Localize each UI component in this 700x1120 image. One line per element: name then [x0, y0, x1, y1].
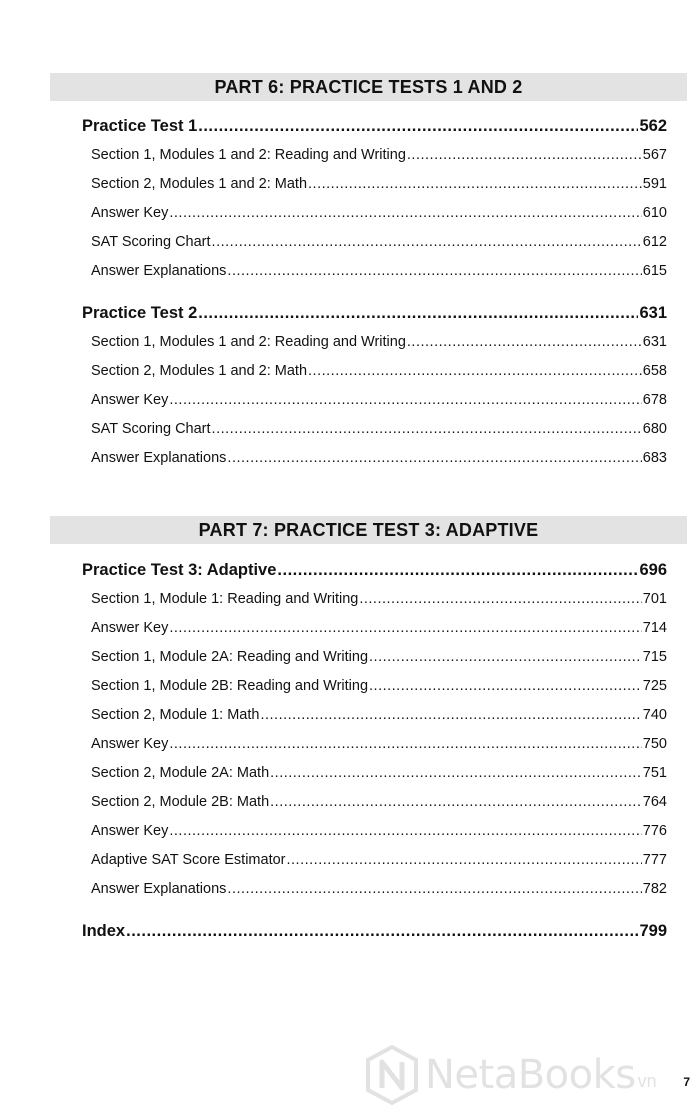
toc-subentry[interactable]: [82, 234, 667, 263]
toc-part-7: [82, 561, 667, 952]
toc-subentry[interactable]: [82, 205, 667, 234]
spacer: [82, 910, 667, 922]
toc-subentry-title: Section 1, Module 2B: Reading and Writing: [91, 678, 369, 694]
toc-subentry-title: SAT Scoring Chart: [91, 234, 211, 250]
leader-dots: [407, 334, 642, 350]
toc-subentry[interactable]: [82, 176, 667, 205]
toc-entry-page: 631: [639, 304, 667, 322]
leader-dots: [287, 852, 642, 868]
toc-subentry-page: 680: [642, 421, 667, 437]
toc-subentry-title: Answer Key: [91, 823, 169, 839]
leader-dots: [126, 922, 638, 941]
leader-dots: [169, 823, 641, 839]
watermark-text: NetaBooks: [425, 1052, 636, 1098]
toc-subentry-title: Section 2, Module 1: Math: [91, 707, 260, 723]
spacer: [82, 292, 667, 304]
leader-dots: [227, 881, 641, 897]
toc-subentry-title: Section 1, Module 2A: Reading and Writing: [91, 649, 369, 665]
toc-subentry-title: Answer Key: [91, 205, 169, 221]
toc-subentry-page: 777: [642, 852, 667, 868]
leader-dots: [227, 263, 641, 279]
leader-dots: [169, 392, 641, 408]
toc-entry-page: 799: [639, 922, 667, 940]
toc-subentry-page: 658: [642, 363, 667, 379]
toc-subentry[interactable]: [82, 794, 667, 823]
leader-dots: [169, 620, 641, 636]
toc-subentry[interactable]: [82, 852, 667, 881]
toc-subentry-title: Section 1, Module 1: Reading and Writing: [91, 591, 359, 607]
toc-entry-practice-test-3[interactable]: [82, 561, 667, 591]
toc-subentry-page: 612: [642, 234, 667, 250]
toc-entry-page: 562: [639, 117, 667, 135]
leader-dots: [359, 591, 641, 607]
toc-subentry-title: Section 2, Modules 1 and 2: Math: [91, 176, 308, 192]
toc-subentry-page: 740: [642, 707, 667, 723]
toc-entry-practice-test-1[interactable]: [82, 117, 667, 147]
toc-subentry-title: Answer Explanations: [91, 263, 227, 279]
toc-subentry-title: Section 2, Module 2B: Math: [91, 794, 270, 810]
leader-dots: [227, 450, 641, 466]
toc-subentry[interactable]: [82, 591, 667, 620]
toc-subentry[interactable]: [82, 707, 667, 736]
toc-subentry-page: 750: [642, 736, 667, 752]
toc-subentry-page: 776: [642, 823, 667, 839]
toc-subentry-page: 615: [642, 263, 667, 279]
toc-subentry-page: 715: [642, 649, 667, 665]
toc-subentry-title: Section 1, Modules 1 and 2: Reading and Writing: [91, 147, 406, 163]
leader-dots: [260, 707, 641, 723]
toc-subentry-page: 610: [642, 205, 667, 221]
toc-subentry-title: SAT Scoring Chart: [91, 421, 211, 437]
toc-subentry-title: Answer Key: [91, 620, 169, 636]
toc-subentry-title: Section 2, Modules 1 and 2: Math: [91, 363, 308, 379]
toc-subentry-title: Section 2, Module 2A: Math: [91, 765, 270, 781]
toc-entry-practice-test-2[interactable]: [82, 304, 667, 334]
leader-dots: [198, 304, 638, 323]
toc-entry-index[interactable]: [82, 922, 667, 952]
toc-part-6: [82, 117, 667, 479]
toc-entry-title: Index: [82, 922, 126, 940]
toc-subentry[interactable]: [82, 334, 667, 363]
toc-subentry-page: 567: [642, 147, 667, 163]
page-number: 7: [683, 1075, 690, 1089]
toc-subentry-page: 714: [642, 620, 667, 636]
toc-subentry[interactable]: [82, 263, 667, 292]
toc-subentry[interactable]: [82, 736, 667, 765]
leader-dots: [212, 234, 642, 250]
toc-subentry-page: 764: [642, 794, 667, 810]
toc-subentry[interactable]: [82, 392, 667, 421]
toc-subentry-page: 725: [642, 678, 667, 694]
leader-dots: [369, 649, 642, 665]
toc-entry-title: Practice Test 3: Adaptive: [82, 561, 277, 579]
toc-subentry-page: 701: [642, 591, 667, 607]
toc-subentry[interactable]: [82, 450, 667, 479]
toc-subentry-page: 678: [642, 392, 667, 408]
toc-subentry[interactable]: [82, 620, 667, 649]
leader-dots: [277, 561, 638, 580]
toc-subentry-page: 782: [642, 881, 667, 897]
toc-subentry-page: 683: [642, 450, 667, 466]
leader-dots: [212, 421, 642, 437]
toc-subentry-page: 591: [642, 176, 667, 192]
toc-subentry[interactable]: [82, 678, 667, 707]
toc-subentry[interactable]: [82, 147, 667, 176]
leader-dots: [308, 363, 642, 379]
leader-dots: [169, 736, 641, 752]
toc-subentry-title: Adaptive SAT Score Estimator: [91, 852, 286, 868]
leader-dots: [169, 205, 641, 221]
toc-subentry-page: 751: [642, 765, 667, 781]
toc-subentry[interactable]: [82, 881, 667, 910]
leader-dots: [198, 117, 638, 136]
toc-entry-title: Practice Test 2: [82, 304, 198, 322]
toc-subentry-title: Answer Explanations: [91, 881, 227, 897]
leader-dots: [407, 147, 642, 163]
toc-subentry-title: Answer Key: [91, 736, 169, 752]
toc-subentry[interactable]: [82, 363, 667, 392]
toc-subentry[interactable]: [82, 649, 667, 678]
hexagon-logo-icon: [365, 1044, 419, 1106]
toc-entry-page: 696: [639, 561, 667, 579]
watermark-suffix: vn: [637, 1070, 657, 1091]
toc-subentry[interactable]: [82, 421, 667, 450]
toc-subentry[interactable]: [82, 765, 667, 794]
toc-subentry-page: 631: [642, 334, 667, 350]
toc-subentry-title: Answer Explanations: [91, 450, 227, 466]
toc-subentry-title: Section 1, Modules 1 and 2: Reading and Writing: [91, 334, 406, 350]
leader-dots: [270, 794, 642, 810]
leader-dots: [270, 765, 642, 781]
part-7-header: PART 7: PRACTICE TEST 3: ADAPTIVE: [50, 516, 687, 544]
leader-dots: [369, 678, 642, 694]
toc-entry-title: Practice Test 1: [82, 117, 198, 135]
leader-dots: [308, 176, 642, 192]
toc-subentry-title: Answer Key: [91, 392, 169, 408]
watermark: [365, 1044, 657, 1106]
part-6-header: PART 6: PRACTICE TESTS 1 AND 2: [50, 73, 687, 101]
toc-subentry[interactable]: [82, 823, 667, 852]
